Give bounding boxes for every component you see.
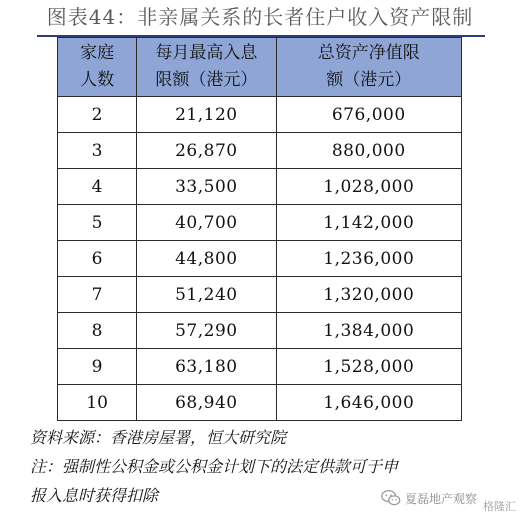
wechat-icon — [380, 487, 402, 509]
cell-household-size: 5 — [58, 205, 137, 241]
table-row — [58, 205, 462, 241]
cell-asset-limit: 1,320,000 — [276, 277, 461, 313]
cell-household-size: 3 — [58, 133, 137, 169]
table-row — [58, 385, 462, 421]
table-row — [58, 169, 462, 205]
watermark-text: 夏磊地产观察 — [405, 491, 478, 506]
cell-household-size: 8 — [58, 313, 137, 349]
cell-asset-limit: 676,000 — [276, 97, 461, 133]
cell-income-limit: 68,940 — [137, 385, 276, 421]
table-row — [58, 277, 462, 313]
cell-income-limit: 26,870 — [137, 133, 276, 169]
cell-income-limit: 63,180 — [137, 349, 276, 385]
table-row — [58, 97, 462, 133]
header-household-size: 家庭 人数 — [58, 38, 137, 97]
cell-income-limit: 51,240 — [137, 277, 276, 313]
cell-household-size: 4 — [58, 169, 137, 205]
income-asset-table — [57, 37, 462, 421]
header-total-asset-limit: 总资产净值限 额（港元） — [276, 38, 461, 97]
cell-income-limit: 44,800 — [137, 241, 276, 277]
cell-household-size: 6 — [58, 241, 137, 277]
footnote-line: 注：强制性公积金或公积金计划下的法定供款可于申 — [30, 457, 399, 476]
cell-asset-limit: 880,000 — [276, 133, 461, 169]
table-row — [58, 349, 462, 385]
cell-asset-limit: 1,236,000 — [276, 241, 461, 277]
table-header-row — [58, 38, 462, 97]
page-title: 图表44：非亲属关系的长者住户收入资产限制 — [46, 5, 474, 29]
cell-asset-limit: 1,142,000 — [276, 205, 461, 241]
source-note: 资料来源：香港房屋署，恒大研究院 — [30, 428, 287, 447]
cell-household-size: 7 — [58, 277, 137, 313]
header-monthly-income-limit: 每月最高入息 限额（港元） — [137, 38, 276, 97]
watermark — [380, 484, 516, 512]
cell-household-size: 2 — [58, 97, 137, 133]
cell-asset-limit: 1,646,000 — [276, 385, 461, 421]
cell-household-size: 9 — [58, 349, 137, 385]
table-row — [58, 313, 462, 349]
watermark-subtext: 格隆汇 — [483, 500, 516, 513]
cell-income-limit: 57,290 — [137, 313, 276, 349]
cell-income-limit: 40,700 — [137, 205, 276, 241]
cell-asset-limit: 1,528,000 — [276, 349, 461, 385]
cell-asset-limit: 1,028,000 — [276, 169, 461, 205]
cell-income-limit: 21,120 — [137, 97, 276, 133]
table-row — [58, 241, 462, 277]
table-row — [58, 133, 462, 169]
cell-income-limit: 33,500 — [137, 169, 276, 205]
cell-asset-limit: 1,384,000 — [276, 313, 461, 349]
footnote-line: 报入息时获得扣除 — [30, 486, 159, 505]
cell-household-size: 10 — [58, 385, 137, 421]
